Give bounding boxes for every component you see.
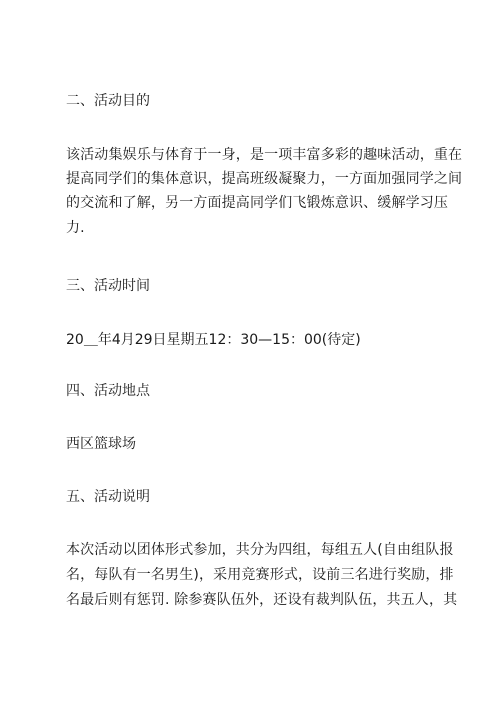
section-heading-time: 三、活动时间 <box>66 278 150 294</box>
event-location-text: 西区篮球场 <box>66 436 136 452</box>
section-heading-purpose: 二、活动目的 <box>66 93 150 109</box>
paragraph-line: 的交流和了解，另一方面提高同学们飞锻炼意识、缓解学习压 <box>66 195 449 211</box>
paragraph-line: 力. <box>66 220 85 236</box>
section-heading-description: 五、活动说明 <box>66 489 150 505</box>
paragraph-line: 本次活动以团体形式参加，共分为四组，每组五人(自由组队报 <box>66 542 454 558</box>
paragraph-line: 该活动集娱乐与体育于一身，是一项丰富多彩的趣味活动，重在 <box>66 147 463 163</box>
event-time-text: 20＿年4月29日星期五12：30—15：00(待定) <box>66 332 361 348</box>
section-heading-location: 四、活动地点 <box>66 383 150 399</box>
paragraph-line: 名，每队有一名男生)，采用竞赛形式，设前三名进行奖励，排 <box>66 567 454 583</box>
paragraph-line: 提高同学们的集体意识，提高班级凝聚力，一方面加强同学之间 <box>66 171 463 187</box>
paragraph-line: 名最后则有惩罚. 除参赛队伍外，还设有裁判队伍，共五人，其 <box>66 592 458 608</box>
